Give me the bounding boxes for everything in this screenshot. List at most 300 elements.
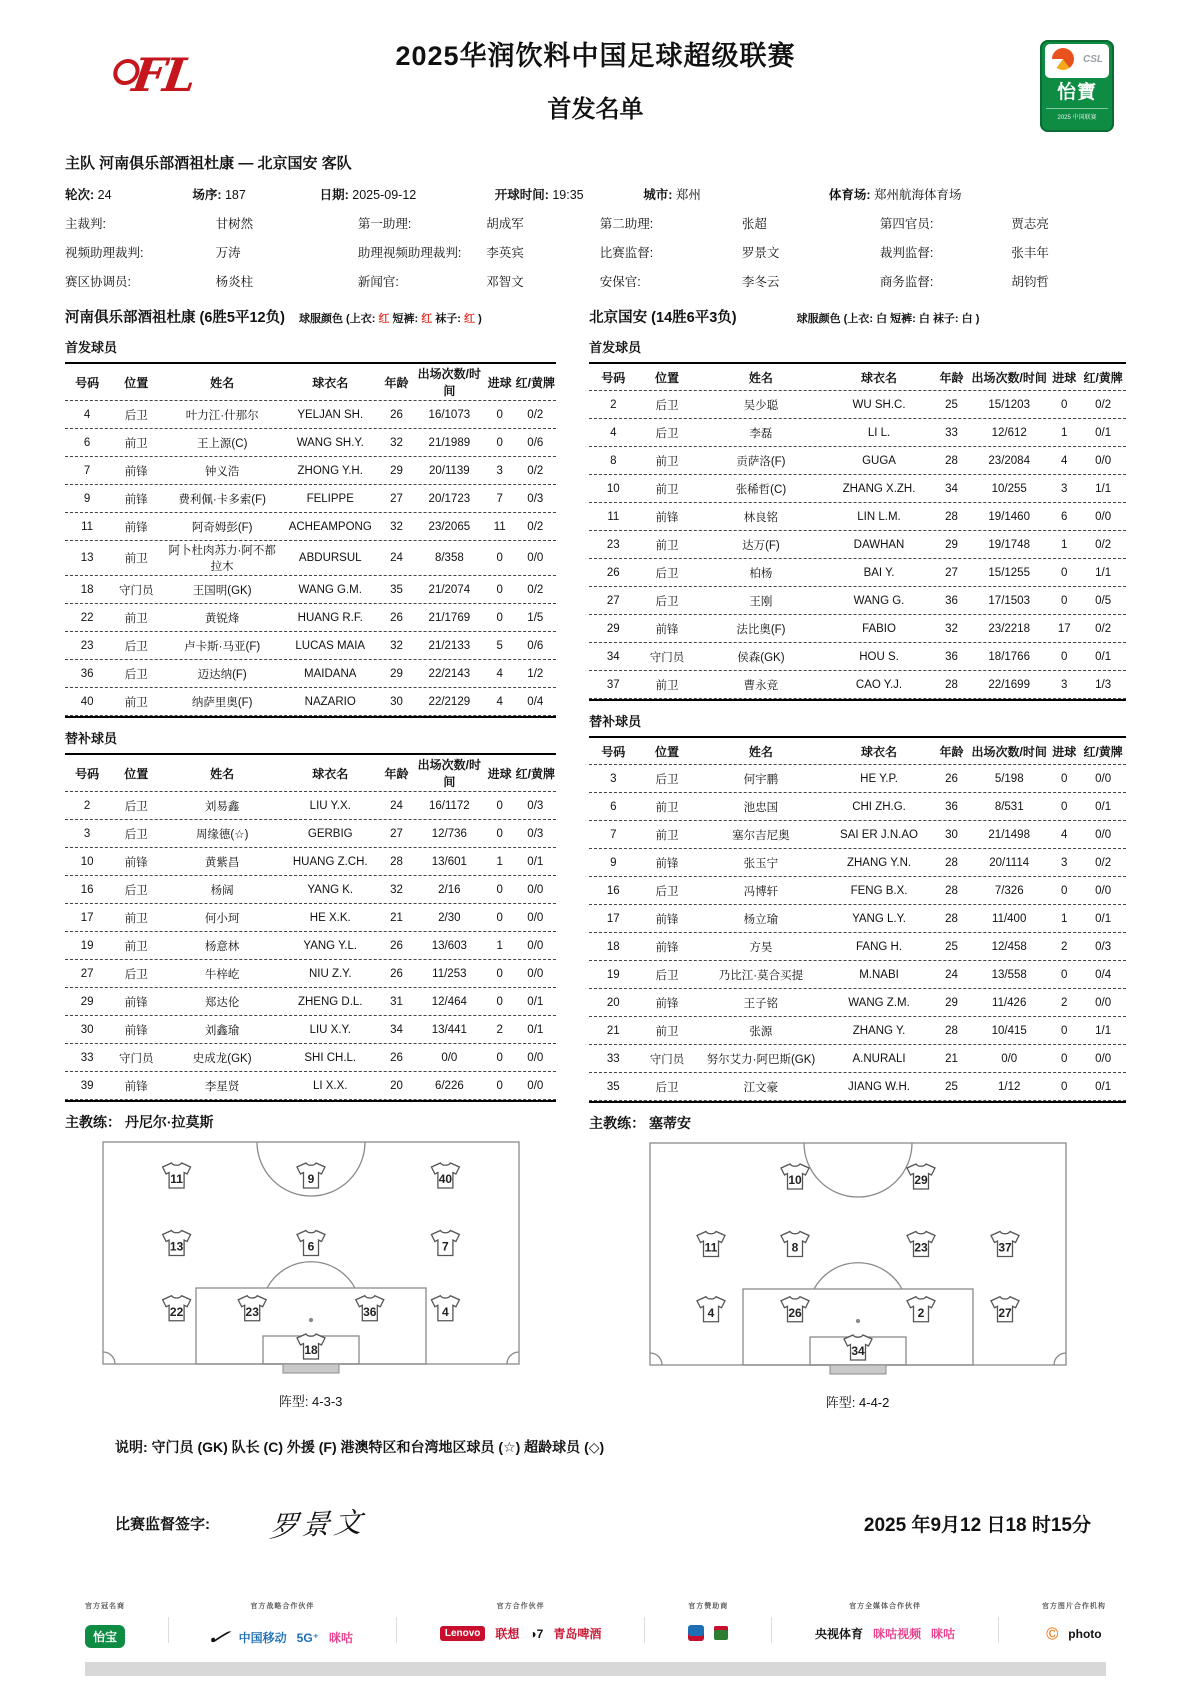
sponsor-group	[1042, 1601, 1106, 1642]
cell-position: 前锋	[124, 493, 148, 506]
official-name: 贾志亮	[1011, 217, 1049, 231]
player-row	[65, 1072, 556, 1100]
cell-age: 29	[945, 538, 958, 551]
cell-apps-time: 18/1766	[988, 650, 1030, 663]
cell-number: 34	[606, 650, 620, 663]
away-subs-table	[589, 736, 1126, 1103]
column-header: 号码	[75, 375, 100, 390]
cell-jersey-name: LIU Y.X.	[309, 799, 351, 812]
cell-apps-time: 21/1769	[428, 611, 471, 624]
cell-cards: 0/6	[527, 639, 544, 652]
cell-apps-time: 11/400	[992, 912, 1027, 925]
cell-name: 林良铭	[743, 511, 779, 524]
column-header: 姓名	[748, 744, 773, 759]
sponsor-logo-5G⁺: 5G⁺	[296, 1630, 319, 1645]
cell-name: 方昊	[749, 941, 773, 954]
cell-number: 9	[610, 856, 617, 869]
cell-name: 史成龙(GK)	[192, 1052, 252, 1065]
jersey-icon	[297, 1231, 325, 1256]
column-header: 号码	[601, 370, 626, 385]
cell-goals: 4	[1061, 454, 1068, 467]
cell-number: 6	[610, 800, 617, 813]
player-row	[589, 905, 1126, 933]
official-label: 视频助理裁判:	[65, 246, 144, 260]
cell-number: 27	[606, 594, 620, 607]
sponsor-logo-bluesq	[688, 1625, 704, 1641]
official-label: 助理视频助理裁判:	[357, 246, 462, 260]
cell-cards: 0/3	[527, 492, 544, 505]
cell-age: 28	[945, 912, 958, 925]
officials-row-2	[65, 243, 1126, 261]
cell-goals: 1	[1061, 426, 1068, 439]
jersey-icon	[355, 1296, 383, 1321]
cell-goals: 0	[496, 552, 503, 564]
jersey-icon	[697, 1297, 725, 1322]
svg-text:37: 37	[997, 1240, 1012, 1255]
cell-position: 前卫	[655, 483, 679, 496]
sponsor-logos-row	[1042, 1625, 1106, 1642]
player-row	[65, 604, 556, 632]
sponsor-divider	[998, 1617, 999, 1643]
cell-number: 33	[80, 1051, 94, 1064]
cell-cards: 0/2	[527, 583, 544, 596]
cell-age: 21	[390, 911, 403, 924]
official-name: 胡钧哲	[1011, 275, 1049, 289]
cell-name: 卢卡斯·马亚(F)	[184, 640, 261, 653]
cell-goals: 2	[1061, 996, 1068, 1009]
sponsor-logo-咪咕: 咪咕	[931, 1627, 956, 1641]
signature-row	[65, 1503, 1126, 1543]
player-row	[589, 877, 1126, 905]
cell-jersey-name: HOU S.	[859, 650, 899, 663]
player-row	[65, 485, 556, 513]
column-header: 年龄	[939, 744, 964, 759]
cell-name: 杨立瑜	[743, 913, 779, 926]
sponsor-group-label: 官方赞助商	[688, 1603, 729, 1610]
cell-goals: 0	[496, 911, 503, 924]
svg-text:8: 8	[791, 1240, 798, 1255]
official-label: 新闻官:	[357, 275, 399, 289]
cell-name: 牛梓屹	[204, 968, 240, 981]
cell-age: 29	[390, 464, 403, 477]
page-title	[65, 34, 1126, 124]
cell-apps-time: 20/1139	[428, 464, 470, 477]
cell-jersey-name: FANG H.	[856, 940, 903, 953]
sponsor-group-label: 官方战略合作伙伴	[250, 1603, 315, 1610]
cell-name: 柏杨	[749, 567, 773, 580]
cell-cards: 1/1	[1095, 1024, 1112, 1037]
cell-apps-time: 20/1114	[989, 856, 1030, 869]
svg-text:23: 23	[913, 1240, 928, 1255]
away-coach-name: 塞蒂安	[649, 1115, 692, 1131]
cell-position: 守门员	[649, 1053, 685, 1066]
cell-apps-time: 13/601	[431, 855, 467, 868]
cell-age: 28	[945, 678, 958, 691]
cell-apps-time: 20/1723	[428, 492, 471, 505]
jersey-icon	[991, 1232, 1019, 1257]
cell-position: 后卫	[655, 885, 679, 898]
away-pitch-diagram	[589, 1141, 1126, 1382]
home-team-record: (6胜5平12负)	[199, 310, 285, 326]
cell-goals: 0	[1061, 398, 1068, 411]
cell-goals: 4	[496, 667, 503, 680]
cell-cards: 0/0	[1095, 884, 1112, 897]
column-header: 进球	[1052, 744, 1077, 759]
sponsor-logo-央视体育: 央视体育	[815, 1627, 864, 1641]
player-row	[65, 688, 556, 716]
cell-number: 19	[606, 968, 620, 981]
official-label: 第四官员:	[879, 217, 934, 231]
cell-name: 黄紫昌	[204, 856, 240, 869]
cell-name: 阿奇姆彭(F)	[191, 521, 253, 534]
cell-jersey-name: ZHANG X.ZH.	[842, 482, 916, 495]
player-row	[589, 1017, 1126, 1045]
svg-text:6: 6	[307, 1239, 314, 1254]
cell-position: 守门员	[118, 584, 154, 597]
official-label: 第二助理:	[599, 217, 654, 231]
svg-text:4: 4	[441, 1304, 449, 1319]
player-row	[589, 1045, 1126, 1073]
teams-line: 主队 河南俱乐部酒祖杜康 — 北京国安 客队	[65, 155, 352, 172]
sponsor-divider	[771, 1617, 772, 1643]
official-label: 裁判监督:	[879, 246, 934, 260]
cell-apps-time: 22/2129	[428, 695, 471, 708]
player-row	[589, 587, 1126, 615]
cell-cards: 0/0	[527, 911, 544, 924]
jersey-icon	[162, 1296, 190, 1321]
cell-number: 19	[80, 939, 94, 952]
player-row	[589, 793, 1126, 821]
svg-text:2: 2	[917, 1305, 924, 1320]
cell-goals: 1	[1061, 912, 1068, 925]
cell-cards: 0/0	[1095, 828, 1112, 841]
player-row	[65, 429, 556, 457]
table-header-row	[65, 753, 556, 792]
cell-position: 前卫	[124, 612, 148, 625]
cell-cards: 0/0	[1095, 996, 1112, 1009]
cell-age: 36	[945, 650, 958, 663]
cell-jersey-name: GERBIG	[307, 827, 353, 840]
cell-goals: 0	[1061, 566, 1068, 579]
cell-name: 费利佩·卡多索(F)	[178, 493, 266, 506]
yibao-brand: 怡寶	[1056, 82, 1097, 103]
cell-name: 侯森(GK)	[737, 651, 785, 664]
cell-name: 王子铭	[743, 997, 779, 1010]
player-row	[65, 513, 556, 541]
svg-text:9: 9	[307, 1172, 314, 1186]
info-item: 开球时间: 19:35	[494, 188, 584, 202]
cell-number: 36	[80, 667, 94, 680]
home-coach-name: 丹尼尔·拉莫斯	[124, 1114, 214, 1130]
cell-number: 16	[606, 884, 620, 897]
jersey-icon	[431, 1231, 459, 1256]
cell-apps-time: 12/612	[991, 426, 1027, 439]
cell-number: 23	[606, 538, 620, 551]
bottom-gray-bar	[85, 1662, 1106, 1676]
cell-cards: 1/3	[1095, 678, 1112, 691]
csl-text: CSL	[1083, 54, 1103, 65]
cell-cards: 0/3	[527, 827, 544, 840]
cell-age: 24	[390, 552, 403, 564]
cell-apps-time: 13/558	[991, 968, 1027, 981]
cell-age: 26	[390, 611, 403, 624]
cell-number: 29	[80, 995, 94, 1008]
cell-cards: 0/0	[1095, 510, 1112, 523]
cell-apps-time: 13/441	[431, 1023, 467, 1036]
cell-position: 前锋	[124, 1080, 148, 1093]
column-header: 进球	[1052, 370, 1077, 385]
csl-sub-text: 2025 中国联赛	[1046, 108, 1108, 121]
cell-position: 后卫	[655, 1081, 679, 1094]
away-team-record: (14胜6平3负)	[651, 310, 737, 326]
home-kit-shorts: 红	[421, 313, 433, 325]
cell-jersey-name: A.NURALI	[852, 1052, 906, 1065]
cell-goals: 1	[496, 939, 503, 952]
official-name: 张丰年	[1011, 246, 1049, 260]
cell-number: 11	[81, 520, 94, 533]
cell-age: 29	[945, 996, 958, 1009]
cell-jersey-name: HUANG R.F.	[297, 611, 363, 624]
player-row	[589, 615, 1126, 643]
column-header: 位置	[124, 766, 149, 781]
player-row	[65, 904, 556, 932]
cell-jersey-name: DAWHAN	[853, 538, 905, 551]
cell-age: 26	[390, 1051, 403, 1064]
league-title: 2025华润饮料中国足球超级联赛	[395, 41, 796, 71]
cell-goals: 0	[1061, 1080, 1068, 1093]
cell-apps-time: 23/2084	[988, 454, 1030, 467]
cell-cards: 0/4	[1095, 968, 1112, 981]
cell-jersey-name: CAO Y.J.	[855, 678, 903, 691]
cell-age: 28	[945, 884, 958, 897]
cell-position: 后卫	[655, 399, 679, 412]
home-starters-title: 首发球员	[65, 340, 118, 355]
sponsor-group	[85, 1601, 125, 1648]
player-row	[65, 457, 556, 485]
player-row	[589, 989, 1126, 1017]
sponsor-logos-row	[201, 1625, 353, 1650]
column-header: 出场次数/时间	[417, 758, 482, 789]
cell-number: 18	[80, 583, 94, 596]
cell-age: 25	[945, 1080, 958, 1093]
cell-goals: 0	[496, 883, 503, 896]
cell-position: 前卫	[124, 912, 148, 925]
home-team-name: 河南俱乐部酒祖杜康	[65, 310, 196, 326]
column-header: 出场次数/时间	[417, 367, 482, 398]
cell-number: 2	[83, 799, 91, 812]
cell-apps-time: 11/253	[432, 967, 467, 980]
cell-goals: 4	[1061, 828, 1068, 841]
official-name: 张超	[741, 217, 767, 231]
cell-goals: 0	[1061, 968, 1068, 981]
cell-number: 29	[606, 622, 620, 635]
info-item: 场序: 187	[192, 188, 246, 202]
cell-name: 王上源(C)	[196, 437, 248, 450]
cell-apps-time: 16/1073	[428, 408, 471, 421]
cell-position: 前卫	[655, 1025, 679, 1038]
cell-goals: 1	[496, 855, 503, 868]
jersey-icon	[781, 1232, 809, 1257]
player-row	[589, 671, 1126, 699]
cell-number: 37	[606, 678, 620, 691]
cell-number: 13	[80, 552, 94, 564]
cell-position: 后卫	[124, 884, 148, 897]
cell-position: 后卫	[655, 567, 679, 580]
cell-apps-time: 23/2065	[428, 520, 471, 533]
cell-position: 前锋	[655, 623, 679, 636]
cell-number: 17	[606, 912, 620, 925]
cell-cards: 0/1	[527, 855, 544, 868]
cell-age: 33	[945, 426, 958, 439]
home-starters-table	[65, 362, 556, 718]
jersey-icon	[238, 1296, 266, 1321]
cell-jersey-name: YANG L.Y.	[852, 912, 906, 925]
cell-cards: 0/1	[1095, 912, 1112, 925]
cell-number: 7	[83, 464, 91, 477]
sponsor-group-label: 官方全媒体合作伙伴	[849, 1603, 922, 1610]
column-header: 姓名	[748, 370, 773, 385]
official-label: 第一助理:	[357, 217, 412, 231]
cell-age: 26	[390, 408, 403, 421]
away-team-name: 北京国安	[589, 310, 648, 326]
cell-jersey-name: HE Y.P.	[860, 772, 898, 785]
cell-number: 10	[606, 482, 620, 495]
cell-name: 乃比江·莫合买提	[718, 969, 804, 982]
cell-goals: 3	[1061, 482, 1068, 495]
cell-apps-time: 22/1699	[988, 678, 1030, 691]
sponsor-logos-row	[688, 1625, 728, 1641]
cell-cards: 1/5	[527, 611, 544, 624]
cell-goals: 0	[1061, 772, 1068, 785]
cell-position: 前锋	[124, 996, 148, 1009]
cell-apps-time: 2/30	[438, 911, 461, 924]
cell-position: 后卫	[655, 595, 679, 608]
cell-jersey-name: WANG Z.M.	[848, 996, 910, 1009]
cell-age: 26	[390, 967, 403, 980]
home-team-header	[65, 306, 556, 327]
cell-position: 前卫	[124, 437, 148, 450]
cell-name: 江文豪	[743, 1081, 779, 1094]
cell-apps-time: 19/1748	[988, 538, 1030, 551]
table-header-row	[589, 736, 1126, 765]
cell-goals: 0	[1061, 1024, 1068, 1037]
cell-cards: 0/2	[1095, 622, 1112, 635]
cell-age: 27	[390, 827, 403, 840]
cell-cards: 0/0	[1095, 454, 1112, 467]
pitch-svg	[648, 1141, 1068, 1377]
svg-text:13: 13	[169, 1239, 183, 1254]
cell-apps-time: 11/426	[992, 996, 1027, 1009]
jersey-icon	[431, 1296, 459, 1321]
cell-age: 30	[945, 828, 958, 841]
cell-number: 2	[610, 398, 617, 411]
cell-name: 刘鑫瑜	[204, 1024, 240, 1037]
cell-goals: 0	[1061, 650, 1068, 663]
jersey-icon	[907, 1232, 935, 1257]
cell-apps-time: 21/2133	[428, 639, 471, 652]
column-header: 球衣名	[861, 744, 898, 759]
away-team-section	[589, 306, 1126, 1411]
csl-ball-icon	[1052, 48, 1074, 70]
player-row	[65, 401, 556, 429]
player-row	[65, 792, 556, 820]
cell-cards: 1/1	[1095, 482, 1112, 495]
sponsor-group-label: 官方冠名商	[85, 1603, 125, 1610]
cell-goals: 0	[496, 408, 503, 421]
cell-cards: 0/6	[527, 436, 544, 449]
cell-name: 曹永竞	[743, 679, 779, 692]
cell-jersey-name: ABDURSUL	[298, 552, 362, 564]
cell-name: 法比奥(F)	[736, 623, 786, 636]
column-header: 姓名	[210, 375, 235, 390]
cell-jersey-name: NIU Z.Y.	[308, 967, 352, 980]
cell-jersey-name: M.NABI	[859, 968, 899, 981]
sponsor-logos-row	[815, 1625, 955, 1642]
cell-goals: 0	[496, 611, 503, 624]
player-row	[589, 849, 1126, 877]
cell-apps-time: 0/0	[441, 1051, 458, 1064]
svg-text:11: 11	[704, 1240, 717, 1255]
away-kit-shirt: 白	[876, 313, 888, 325]
home-team-section	[65, 306, 556, 1411]
column-header: 位置	[124, 375, 149, 390]
cell-jersey-name: ZHANG Y.	[852, 1024, 906, 1037]
cell-cards: 0/0	[527, 939, 544, 952]
cell-number: 8	[610, 454, 617, 467]
svg-text:11: 11	[169, 1172, 183, 1186]
cell-position: 守门员	[649, 651, 685, 664]
officials-row-1	[65, 214, 1126, 232]
cell-cards: 0/3	[527, 799, 544, 812]
column-header: 位置	[654, 744, 679, 759]
cell-position: 后卫	[124, 409, 148, 422]
cell-number: 26	[606, 566, 620, 579]
cell-name: 叶力江·什那尔	[185, 409, 259, 422]
cell-cards: 0/0	[527, 967, 544, 980]
column-header: 位置	[654, 370, 679, 385]
cell-apps-time: 10/255	[991, 482, 1027, 495]
home-subs-block	[65, 728, 556, 1102]
cell-number: 9	[83, 492, 91, 505]
jersey-icon	[907, 1297, 935, 1322]
cell-cards: 0/5	[1095, 594, 1112, 607]
player-row	[589, 475, 1126, 503]
info-item: 轮次: 24	[65, 188, 112, 202]
jersey-icon	[781, 1164, 809, 1189]
cell-goals: 3	[1061, 856, 1068, 869]
cell-goals: 0	[496, 967, 503, 980]
column-header: 姓名	[210, 766, 235, 781]
cell-cards: 0/1	[527, 995, 544, 1008]
cfl-logo-icon: FL	[113, 48, 198, 102]
official-label: 安保官:	[599, 275, 641, 289]
cell-apps-time: 5/198	[994, 772, 1024, 785]
cell-apps-time: 12/464	[431, 995, 467, 1008]
player-row	[65, 848, 556, 876]
cell-age: 36	[945, 594, 958, 607]
sponsor-group	[688, 1601, 728, 1641]
cell-name: 何小珂	[204, 912, 240, 925]
cell-apps-time: 8/531	[994, 800, 1024, 813]
cell-goals: 0	[496, 827, 503, 840]
cell-goals: 2	[1061, 940, 1068, 953]
cell-name: 张玉宁	[743, 857, 779, 870]
sponsor-divider	[644, 1617, 645, 1643]
info-item: 日期: 2025-09-12	[319, 188, 417, 202]
cell-age: 27	[945, 566, 958, 579]
cell-cards: 0/0	[1095, 772, 1112, 785]
cell-name: 李磊	[749, 427, 773, 440]
